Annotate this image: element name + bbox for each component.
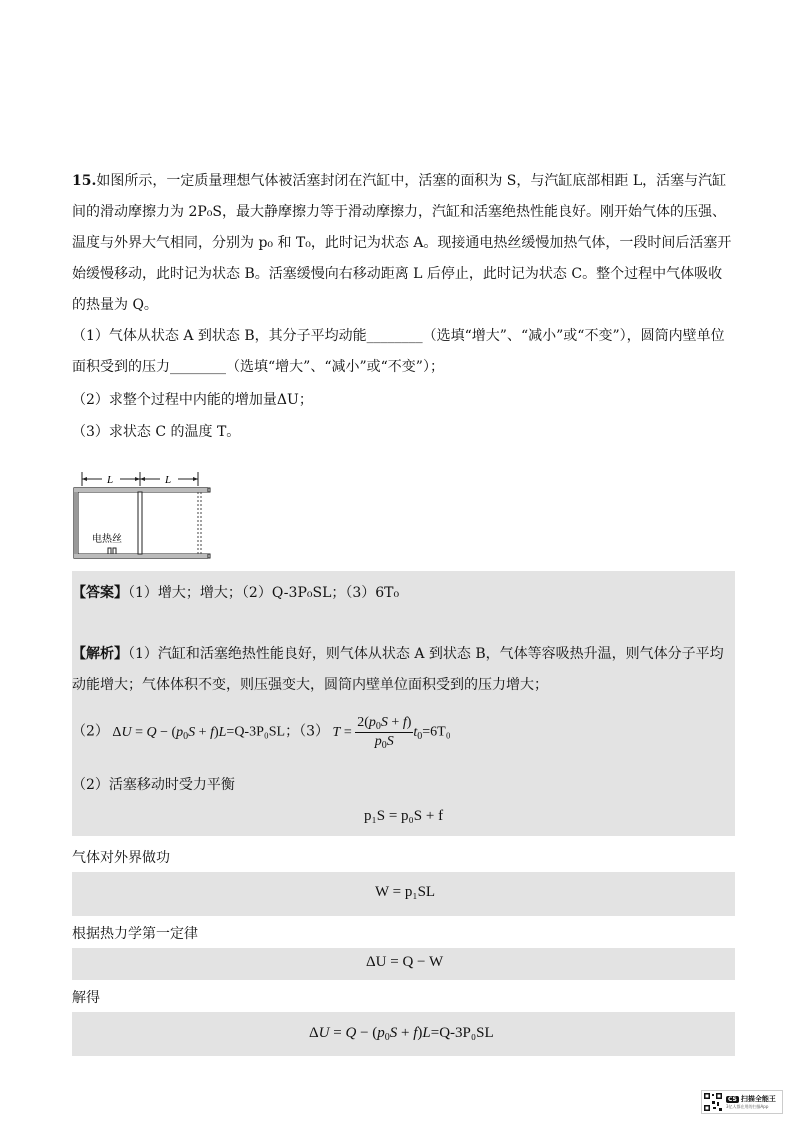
watermark-title: 扫描全能王 (740, 1095, 776, 1103)
qr-code-icon (703, 1092, 723, 1112)
equation-force-balance: p₁S = p₀S + f (364, 808, 444, 824)
scanner-watermark (701, 1090, 783, 1114)
stem-text-1: 如图所示，一定质量理想气体被活塞封闭在汽缸中，活塞的面积为 S，与汽缸底部相距 L，活塞与汽缸 (96, 173, 727, 189)
answer-label: 【答案】 (72, 585, 128, 601)
formula-temperature: T = $\frac{2(p_0S + f)}{p_0S}$ $t_0$ (332, 715, 423, 751)
answer-block (72, 571, 735, 836)
piston (138, 492, 142, 554)
equation-first-law: ΔU = Q − W (366, 954, 444, 970)
formula-temperature-result: =6T₀ (422, 724, 451, 740)
dimension-label-1: L (107, 474, 114, 486)
formula-delta-u: $\Delta U = Q - (p_0S + f)L$ (112, 724, 227, 742)
analysis-line-2: 动能增大；气体体积不变，则压强变大，圆筒内壁单位面积受到的压力增大； (72, 677, 548, 693)
sub-question-1-line-1: （1）气体从状态 A 到状态 B，其分子平均动能________（选填“增大”、“减小”或“不变”），圆筒内壁单位 (72, 328, 725, 344)
question-number: 15. (72, 173, 97, 189)
equation-work: W = p₁SL (375, 884, 436, 900)
answer-text: （1）增大；增大；（2）Q-3P₀SL；（3）6T₀ (128, 585, 400, 601)
question-line-5: 的热量为 Q。 (72, 297, 158, 313)
step-2-title: （2）活塞移动时受力平衡 (72, 777, 235, 793)
question-line-3: 温度与外界大气相同，分别为 p₀ 和 T₀，此时记为状态 A。现接通电热丝缓慢加热气体，一段时间后活塞开 (72, 235, 732, 251)
heater-coil (108, 548, 116, 554)
work-title: 气体对外界做功 (72, 850, 170, 866)
solve-title: 解得 (72, 990, 100, 1006)
sub-question-1-line-2: 面积受到的压力________（选填“增大”、“减小”或“不变”）； (72, 359, 444, 375)
equation-final-result: =Q-3P₀SL (430, 1025, 494, 1041)
formula-delta-u-result: =Q-3P₀SL (226, 724, 286, 740)
answer-line (72, 583, 399, 603)
analysis-label: 【解析】 (72, 646, 128, 662)
equation-final: $\Delta U = Q - (p_0S + f)L=Q-3P_0SL$ (309, 1025, 494, 1043)
formula-separator: ；（3） (285, 723, 330, 740)
watermark-subtitle: 3亿人都在用的扫描App (726, 1104, 769, 1109)
question-line-1 (72, 171, 726, 191)
analysis-formula-line (72, 715, 451, 750)
analysis-line-1 (72, 644, 724, 664)
sub-question-3: （3）求状态 C 的温度 T。 (72, 424, 241, 440)
first-law-title: 根据热力学第一定律 (72, 926, 198, 942)
analysis-text-1: （1）汽缸和活塞绝热性能良好，则气体从状态 A 到状态 B，气体等容吸热升温，则气体分子平均 (128, 646, 724, 662)
cylinder-figure (68, 468, 268, 578)
question-line-2: 间的滑动摩擦力为 2P₀S，最大静摩擦力等于滑动摩擦力，汽缸和活塞绝热性能良好。刚开始气体的压强、 (72, 204, 726, 220)
dimension-label-2: L (165, 474, 172, 486)
sub-question-2: （2）求整个过程中内能的增加量ΔU； (72, 392, 313, 408)
heater-label: 电热丝 (92, 534, 122, 545)
formula-prefix: （2） (72, 723, 109, 740)
question-line-4: 始缓慢移动，此时记为状态 B。活塞缓慢向右移动距离 L 后停止，此时记为状态 C。整个过程中气体吸收 (72, 266, 723, 282)
cs-logo-badge: CS (728, 1095, 737, 1103)
